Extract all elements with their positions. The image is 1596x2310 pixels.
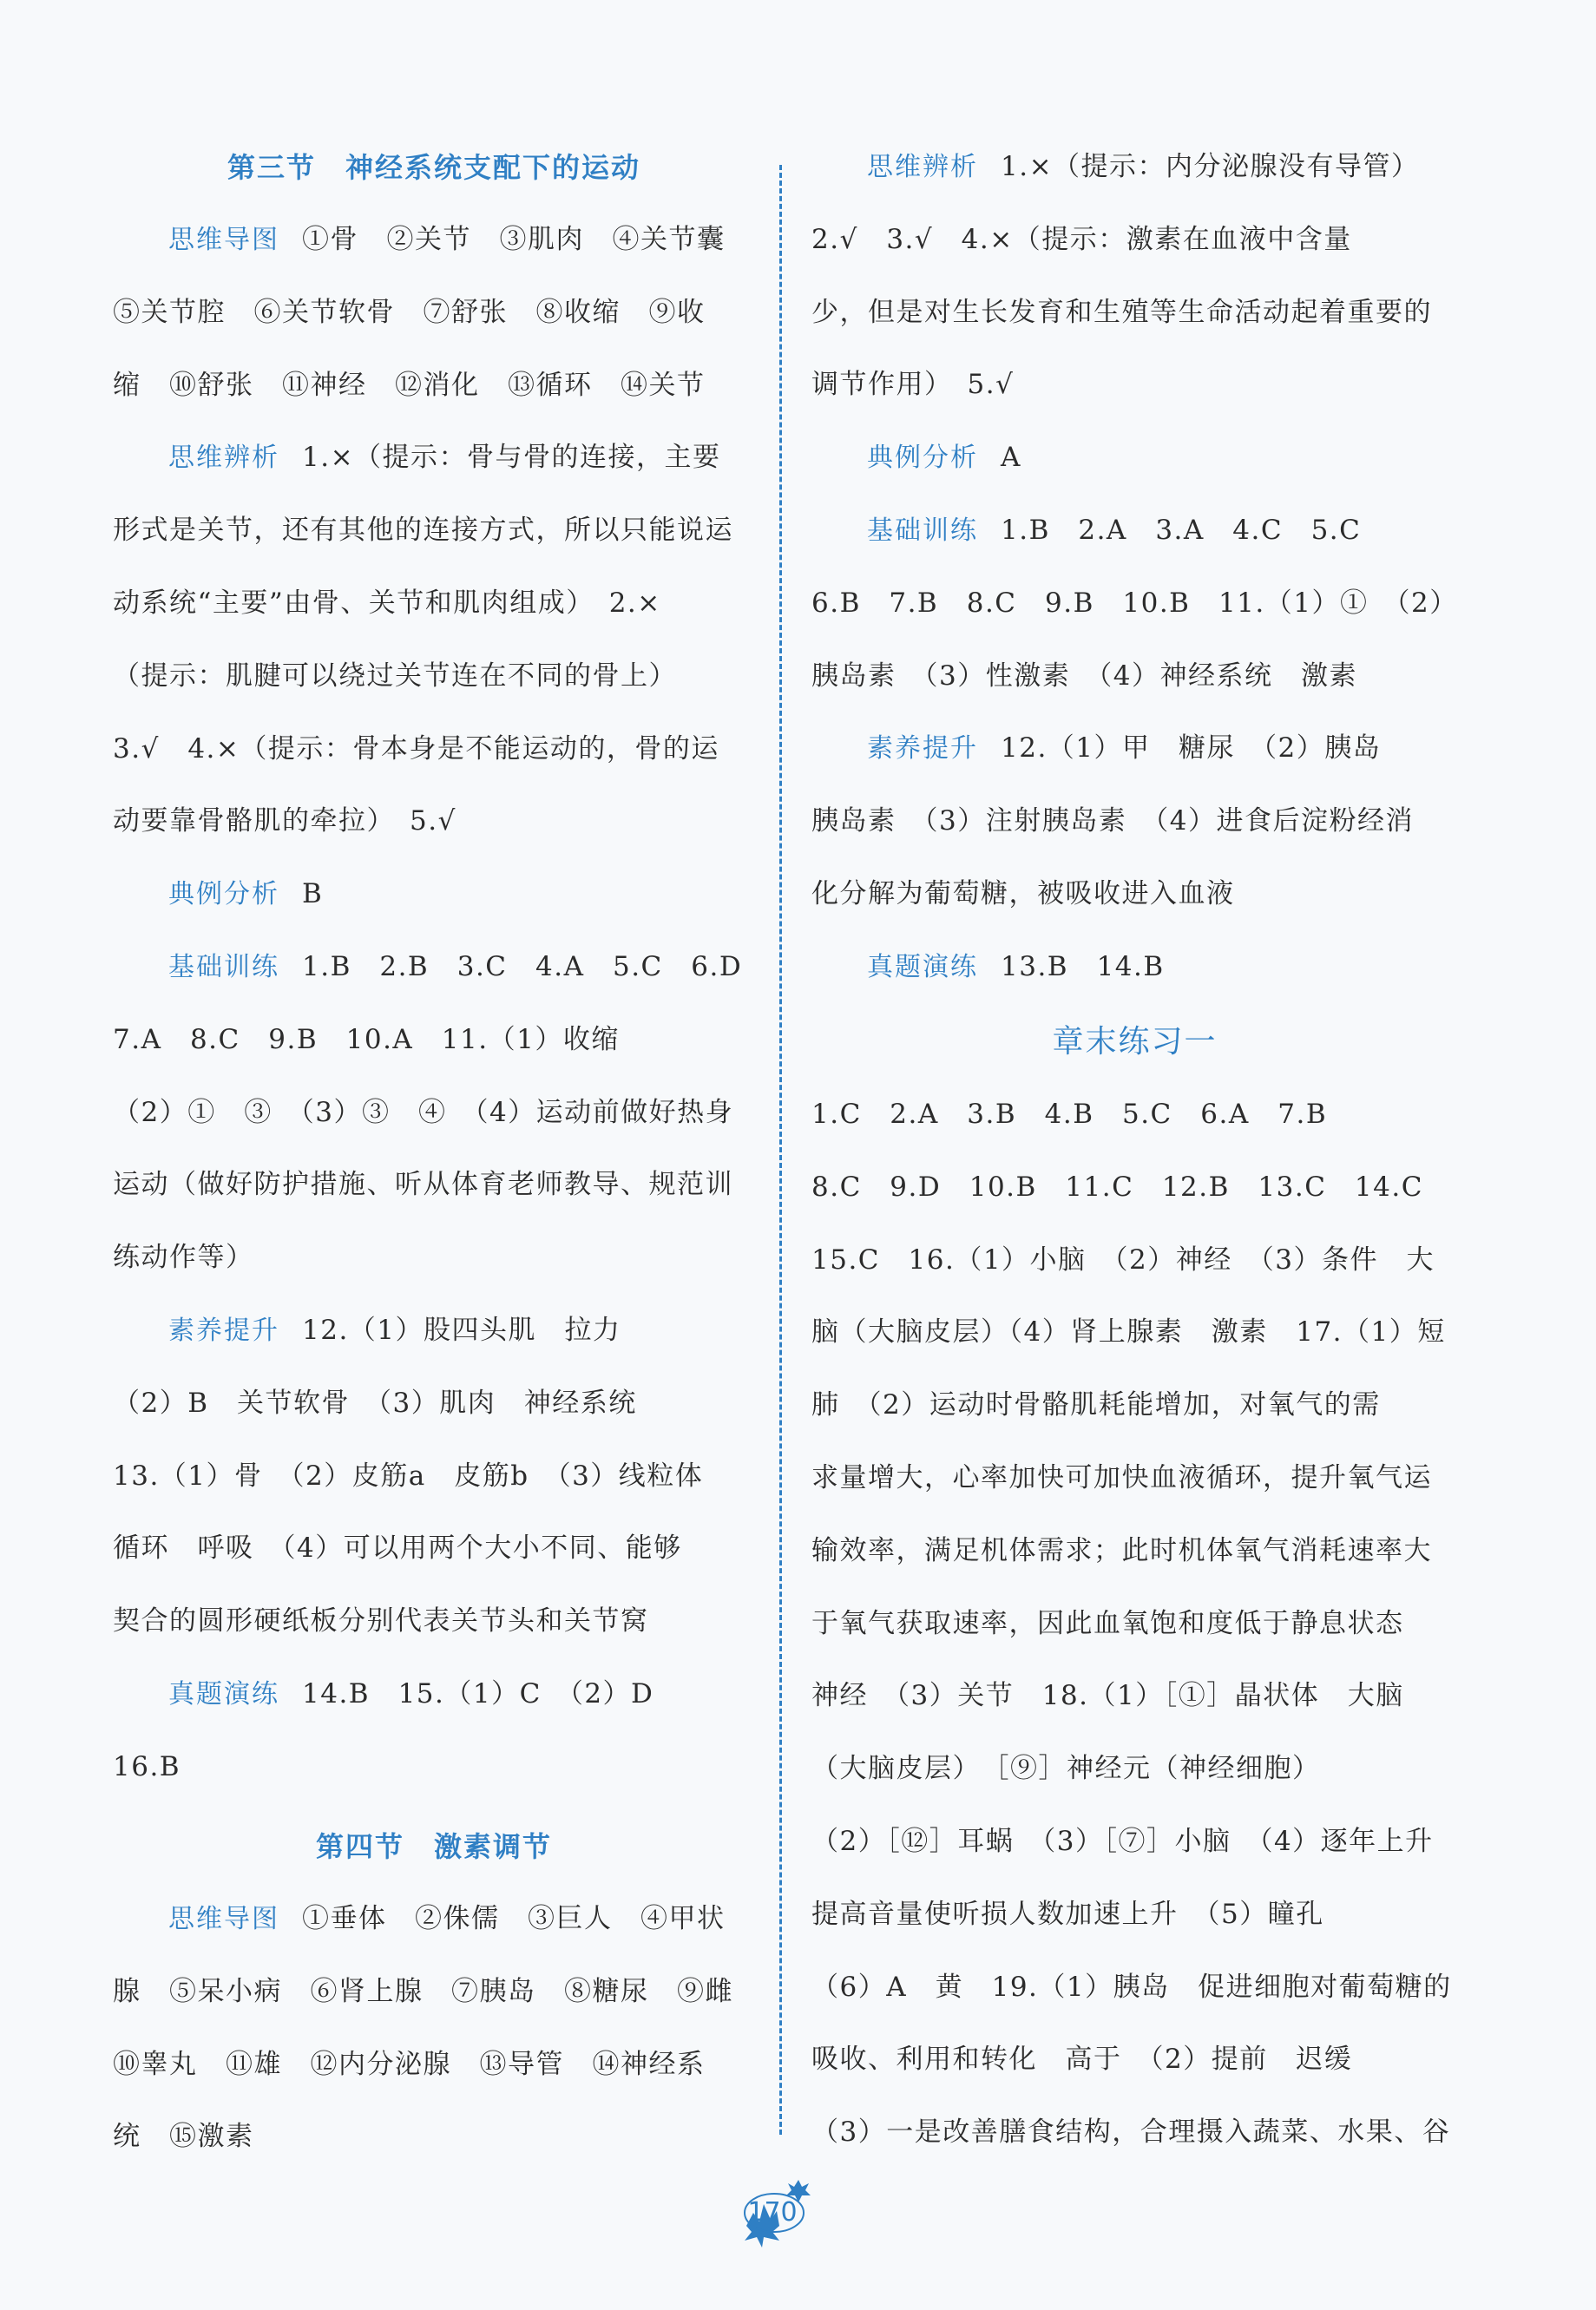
text-line [113,732,755,766]
line-text: 7.A 8.C 9.B 10.A 11.（1）收缩 [113,1023,620,1055]
line-text: 1.×（提示：骨与骨的连接，主要 [302,442,721,474]
text-line [811,949,1458,985]
line-text: 胰岛素 （3）性激素 （4）神经系统 激素 [811,660,1357,692]
line-text: （大脑皮层） ［⑨］神经元（神经细胞） [811,1753,1321,1785]
line-text: 输效率，满足机体需求；此时机体氧气消耗速率大 [811,1534,1432,1566]
text-line [113,949,755,985]
line-text: 调节作用） 5.√ [811,369,1015,401]
text-line [811,1097,1458,1132]
line-text: B [302,878,324,910]
text-line [811,1897,1458,1932]
section-title: 第三节 神经系统支配下的运动 [227,151,640,184]
line-text: 统 ⑮激素 [113,2121,254,2153]
line-text: 神经 （3）关节 18.（1）［①］晶状体 大脑 [811,1680,1404,1712]
section-tag: 思维辨析 [867,152,978,182]
text-line [811,1678,1458,1713]
text-line [113,1167,755,1202]
line-text: 练动作等） [113,1242,254,1274]
text-line [811,876,1458,911]
line-text: 于氧气获取速率，因此血氧饱和度低于静息状态 [811,1607,1404,1639]
line-text: 1.B 2.A 3.A 4.C 5.C [1001,515,1362,546]
line-text: （3）一是改善膳食结构，合理摄入蔬菜、水果、谷 [811,2116,1451,2149]
text-line [113,1974,755,2009]
text-line [811,1388,1458,1422]
line-text: 12.（1）股四头肌 拉力 [302,1315,621,1346]
line-text: 化分解为葡萄糖，被吸收进入血液 [811,878,1235,909]
section-tag: 思维辨析 [168,443,279,474]
page-number: 170 [747,2197,798,2228]
section-title: 第四节 激素调节 [315,1830,552,1863]
text-line [113,1901,755,1937]
line-text: 契合的圆形硬纸板分别代表关节头和关节窝 [113,1605,649,1637]
line-text: 提高音量使听损人数加速上升 （5）瞳孔 [811,1898,1324,1930]
line-text: 1.C 2.A 3.B 4.B 5.C 6.A 7.B [811,1099,1328,1130]
line-text: 14.B 15.（1）C （2）D [302,1678,654,1710]
text-line [811,367,1458,402]
text-line [811,1243,1458,1277]
text-line [113,368,755,403]
line-text: 少，但是对生长发育和生殖等生命活动起着重要的 [811,296,1432,328]
text-line [113,1095,755,1130]
line-text: ⑤关节腔 ⑥关节软骨 ⑦舒张 ⑧收缩 ⑨收 [113,296,706,328]
text-line [113,295,755,330]
chapter-title: 章末练习一 [1052,1024,1218,1060]
text-line [811,1460,1458,1495]
line-text: 腺 ⑤呆小病 ⑥肾上腺 ⑦胰岛 ⑧糖尿 ⑨雌 [113,1975,733,2007]
line-text: 12.（1）甲 糖尿 （2）胰岛 [1001,732,1382,765]
text-line [113,1022,755,1057]
text-line [811,440,1458,476]
text-line [811,586,1458,620]
text-line [811,1533,1458,1568]
section-tag: 真题演练 [168,1679,279,1710]
text-line [113,440,755,476]
text-line [811,1606,1458,1641]
text-line [811,2115,1458,2149]
text-line [811,149,1458,185]
line-text: 1.×（提示：内分泌腺没有导管） [1001,151,1420,182]
section-tag: 典例分析 [168,879,279,910]
page-number-badge [712,2178,833,2256]
text-line [113,659,755,693]
line-text: 求量增大，心率加快可加快血液循环，提升氧气运 [811,1462,1432,1493]
text-line [113,513,755,548]
line-text: 13.（1）骨 （2）皮筋a 皮筋b （3）线粒体 [113,1460,704,1492]
section-tag: 真题演练 [867,951,978,982]
line-text: 吸收、利用和转化 高于 （2）提前 迟缓 [811,2044,1353,2076]
text-line [811,1751,1458,1786]
line-text: 动系统“主要”由骨、关节和肌肉组成） 2.× [113,587,661,619]
line-text: （6）A 黄 19.（1）胰岛 促进细胞对葡萄糖的 [811,1971,1452,2003]
text-line [113,1677,755,1712]
text-line [811,1170,1458,1204]
line-text: （2）① ③ （3）③ ④ （4）运动前做好热身 [113,1096,734,1128]
line-text: 6.B 7.B 8.C 9.B 10.B 11.（1）① （2） [811,587,1458,619]
section-tag: 思维导图 [168,225,279,255]
line-text: 循环 呼吸 （4）可以用两个大小不同、能够 [113,1532,682,1565]
line-text: 缩 ⑩舒张 ⑪神经 ⑫消化 ⑬循环 ⑭关节 [113,369,706,401]
line-text: 3.√ 4.×（提示：骨本身是不能运动的，骨的运 [113,732,719,765]
line-text: 运动（做好防护措施、听从体育老师教导、规范训 [113,1169,733,1201]
text-line [811,222,1458,257]
line-text: （提示：肌腱可以绕过关节连在不同的骨上） [113,660,677,692]
text-line [113,2047,755,2082]
line-text: （2）B 关节软骨 （3）肌肉 神经系统 [113,1387,637,1419]
line-text: 动要靠骨骼肌的牵拉） 5.√ [113,805,456,837]
line-text: 13.B 14.B [1001,950,1165,982]
line-text: ①垂体 ②侏儒 ③巨人 ④甲状 [302,1903,726,1934]
text-line [811,513,1458,548]
line-text: 2.√ 3.√ 4.×（提示：激素在血液中含量 [811,223,1352,255]
line-text: 形式是关节，还有其他的连接方式，所以只能说运 [113,515,733,547]
text-line [113,1749,755,1784]
text-line [811,659,1458,693]
line-text: 脑（大脑皮层）（4）肾上腺素 激素 17.（1）短 [811,1316,1446,1349]
text-line [811,1970,1458,2005]
text-line [113,1604,755,1638]
line-text: 1.B 2.B 3.C 4.A 5.C 6.D [302,951,743,982]
line-text: A [1001,442,1021,474]
text-line [811,2042,1458,2077]
line-text: ⑩睾丸 ⑪雄 ⑫内分泌腺 ⑬导管 ⑭神经系 [113,2048,706,2080]
section-tag: 典例分析 [867,443,978,474]
section-tag: 基础训练 [168,952,279,982]
text-line [811,295,1458,330]
section-tag: 素养提升 [867,733,978,765]
line-text: （2）［⑫］耳蜗 （3）［⑦］小脑 （4）逐年上升 [811,1826,1434,1857]
text-line [113,1459,755,1493]
text-line [811,731,1458,766]
text-line [113,2119,755,2154]
text-line [811,1315,1458,1349]
line-text: 肺 （2）运动时骨骼肌耗能增加，对氧气的需 [811,1389,1381,1421]
text-line [811,1824,1458,1859]
line-text: 8.C 9.D 10.B 11.C 12.B 13.C 14.C [811,1171,1423,1203]
section-tag: 基础训练 [867,515,978,546]
text-line [113,222,755,258]
text-line [113,1313,755,1349]
line-text: 胰岛素 （3）注射胰岛素 （4）进食后淀粉经消 [811,805,1414,837]
line-text: 15.C 16.（1）小脑 （2）神经 （3）条件 大 [811,1244,1435,1276]
column-divider [779,165,782,2135]
text-line [113,586,755,620]
text-line [113,1240,755,1275]
text-line [811,804,1458,838]
line-text: ①骨 ②关节 ③肌肉 ④关节囊 [302,224,726,255]
line-text: 16.B [113,1750,181,1782]
text-line [113,1531,755,1565]
text-line [113,804,755,838]
text-line [113,1386,755,1421]
section-tag: 思维导图 [168,1904,279,1934]
text-line [113,876,755,912]
section-tag: 素养提升 [168,1316,279,1346]
